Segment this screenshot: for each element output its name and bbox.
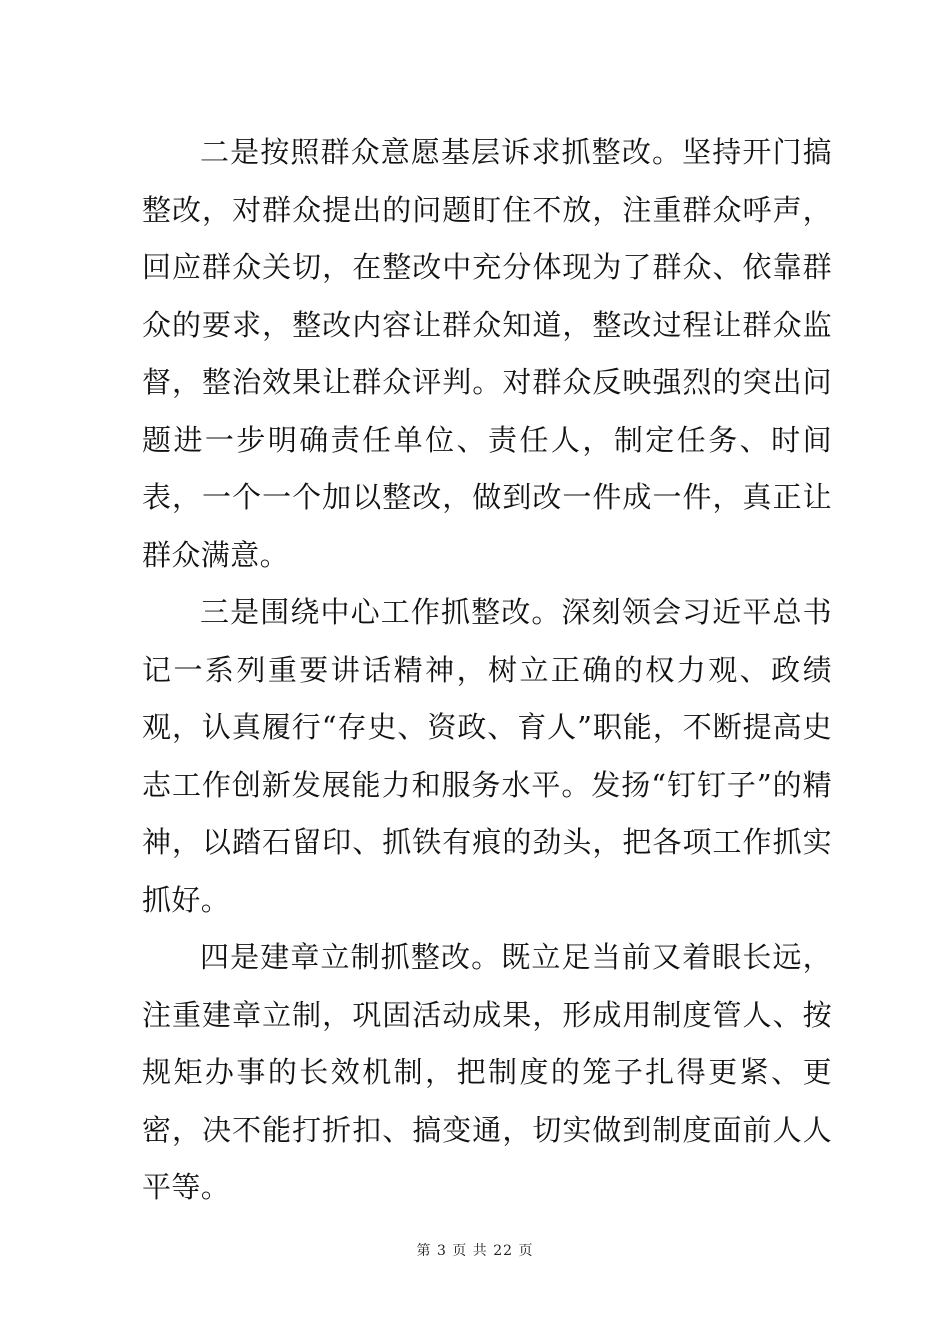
document-body [142,124,832,1217]
paragraph-rectification-by-institution-building: 四是建章立制抓整改。既立足当前又着眼长远，注重建章立制，巩固活动成果，形成用制度管人、按规矩办事的长效机制，把制度的笼子扎得更紧、更密，决不能打折扣、搞变通，切实做到制度面前人人平等。 [142,940,832,1204]
page-number-footer: 第 3 页 共 22 页 [416,1243,534,1259]
paragraph-rectification-by-public-will: 二是按照群众意愿基层诉求抓整改。坚持开门搞整改，对群众提出的问题盯住不放，注重群众呼声，回应群众关切，在整改中充分体现为了群众、依靠群众的要求，整改内容让群众知道，整改过程让群众监督，整治效果让群众评判。对群众反映强烈的突出问题进一步明确责任单位、责任人，制定任务、时间表，一个一个加以整改，做到改一件成一件，真正让群众满意。 [142,135,832,572]
paragraph-rectification-around-central-work: 三是围绕中心工作抓整改。深刻领会习近平总书记一系列重要讲话精神，树立正确的权力观、政绩观，认真履行“存史、资政、育人”职能，不断提高史志工作创新发展能力和服务水平。发扬“钉钉子”的精神，以踏石留印、抓铁有痕的劲头，把各项工作抓实抓好。 [142,595,832,917]
